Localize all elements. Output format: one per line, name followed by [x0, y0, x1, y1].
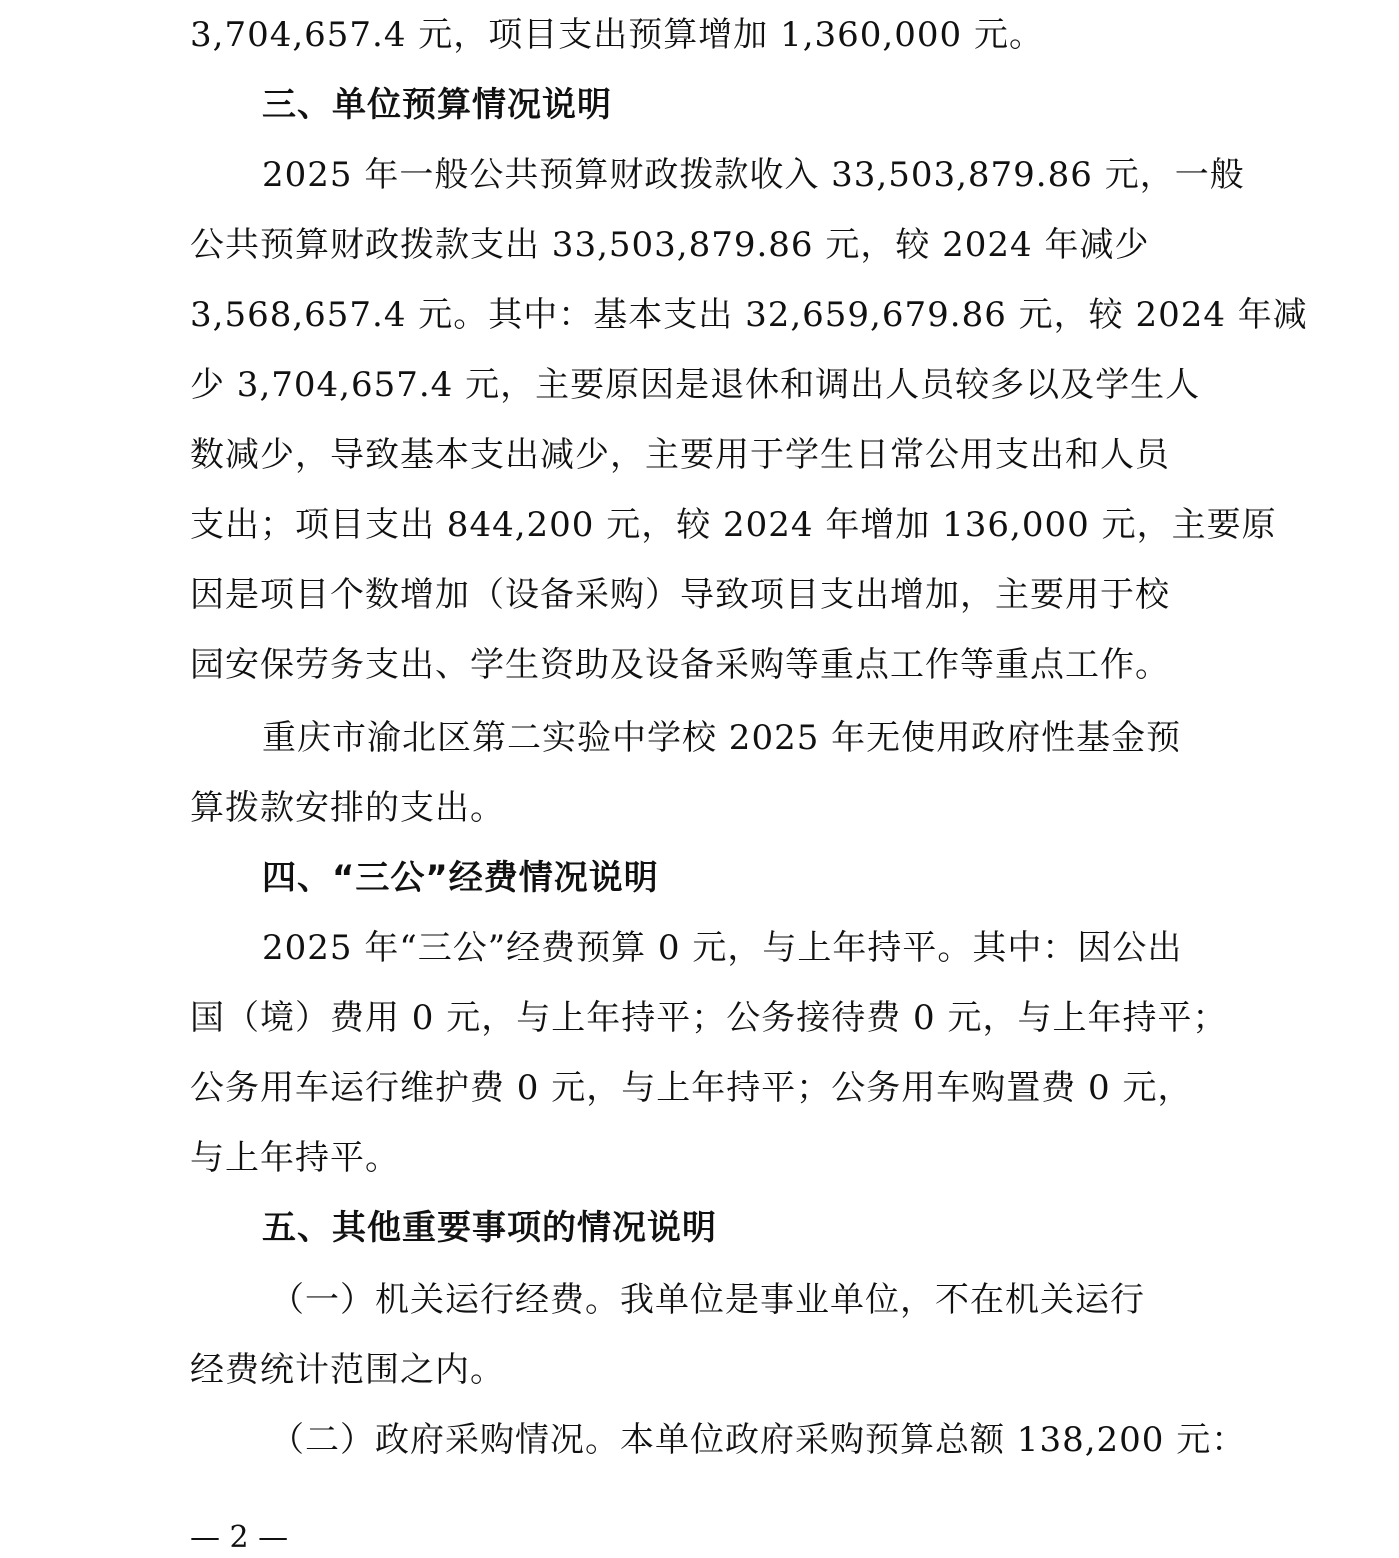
paragraph-line: 因是项目个数增加（设备采购）导致项目支出增加，主要用于校	[190, 575, 1170, 615]
section-heading-3: 三、单位预算情况说明	[262, 85, 612, 125]
paragraph-line: 公务用车运行维护费 0 元，与上年持平；公务用车购置费 0 元，	[190, 1068, 1193, 1108]
paragraph-line: 3,568,657.4 元。其中：基本支出 32,659,679.86 元，较 2024 年减	[190, 295, 1308, 335]
paragraph-line: 园安保劳务支出、学生资助及设备采购等重点工作等重点工作。	[190, 645, 1170, 685]
paragraph-line: 重庆市渝北区第二实验中学校 2025 年无使用政府性基金预	[262, 718, 1182, 758]
paragraph-line: 2025 年一般公共预算财政拨款收入 33,503,879.86 元，一般	[262, 155, 1245, 195]
text-line-continued: 3,704,657.4 元，项目支出预算增加 1,360,000 元。	[190, 15, 1044, 55]
section-heading-4: 四、“三公”经费情况说明	[262, 858, 659, 898]
paragraph-line: 2025 年“三公”经费预算 0 元，与上年持平。其中：因公出	[262, 928, 1183, 968]
paragraph-line: （一）机关运行经费。我单位是事业单位，不在机关运行	[270, 1280, 1145, 1320]
paragraph-line: 少 3,704,657.4 元，主要原因是退休和调出人员较多以及学生人	[190, 365, 1201, 405]
paragraph-line: 国（境）费用 0 元，与上年持平；公务接待费 0 元，与上年持平；	[190, 998, 1228, 1038]
paragraph-line: （二）政府采购情况。本单位政府采购预算总额 138,200 元：	[270, 1420, 1247, 1460]
page-number: — 2 —	[190, 1520, 289, 1555]
paragraph-line: 经费统计范围之内。	[190, 1350, 505, 1390]
paragraph-line: 支出；项目支出 844,200 元，较 2024 年增加 136,000 元，主要原	[190, 505, 1277, 545]
paragraph-line: 与上年持平。	[190, 1138, 400, 1178]
paragraph-line: 数减少，导致基本支出减少，主要用于学生日常公用支出和人员	[190, 435, 1170, 475]
section-heading-5: 五、其他重要事项的情况说明	[262, 1208, 717, 1248]
paragraph-line: 公共预算财政拨款支出 33,503,879.86 元，较 2024 年减少	[190, 225, 1150, 265]
paragraph-line: 算拨款安排的支出。	[190, 788, 505, 828]
